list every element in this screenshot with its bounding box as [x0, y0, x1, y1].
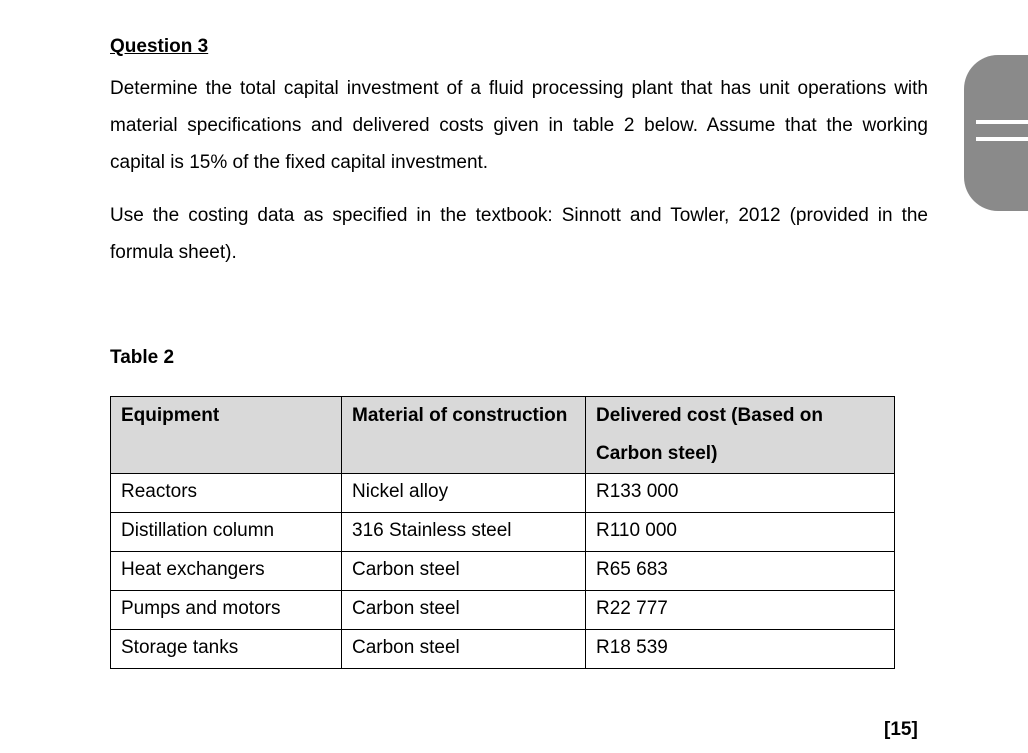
table-row	[111, 630, 895, 669]
table-row	[111, 552, 895, 591]
equipment-cell: Distillation column	[111, 513, 342, 552]
equipment-cell: Storage tanks	[111, 630, 342, 669]
equipment-cost-table	[110, 396, 895, 669]
material-cell: Carbon steel	[342, 591, 586, 630]
cost-cell: R133 000	[586, 474, 895, 513]
question-paragraph-1: Determine the total capital investment of a fluid processing plant that has unit operations with material specifications and delivered costs given in table 2 below. Assume that the working capital is 15% of the fixed capital investment.	[110, 78, 928, 173]
header-equipment: Equipment	[111, 397, 342, 474]
cost-cell: R65 683	[586, 552, 895, 591]
material-cell: Nickel alloy	[342, 474, 586, 513]
header-material: Material of construction	[342, 397, 586, 474]
equipment-cell: Heat exchangers	[111, 552, 342, 591]
header-delivered-cost: Delivered cost (Based on Carbon steel)	[586, 397, 895, 474]
cost-cell: R18 539	[586, 630, 895, 669]
table-row	[111, 513, 895, 552]
material-cell: Carbon steel	[342, 552, 586, 591]
equipment-cell: Pumps and motors	[111, 591, 342, 630]
material-cell: 316 Stainless steel	[342, 513, 586, 552]
cost-cell: R110 000	[586, 513, 895, 552]
table-row	[111, 591, 895, 630]
equipment-cell: Reactors	[111, 474, 342, 513]
cost-cell: R22 777	[586, 591, 895, 630]
table-row	[111, 474, 895, 513]
table-label: Table 2	[110, 347, 175, 368]
material-cell: Carbon steel	[342, 630, 586, 669]
table-header-row	[111, 397, 895, 474]
question-title: Question 3	[110, 36, 209, 57]
question-paragraph-2: Use the costing data as specified in the textbook: Sinnott and Towler, 2012 (provided in the formula sheet).	[110, 205, 928, 263]
question-marks: [15]	[884, 719, 918, 740]
side-menu-tab[interactable]	[964, 55, 1028, 211]
